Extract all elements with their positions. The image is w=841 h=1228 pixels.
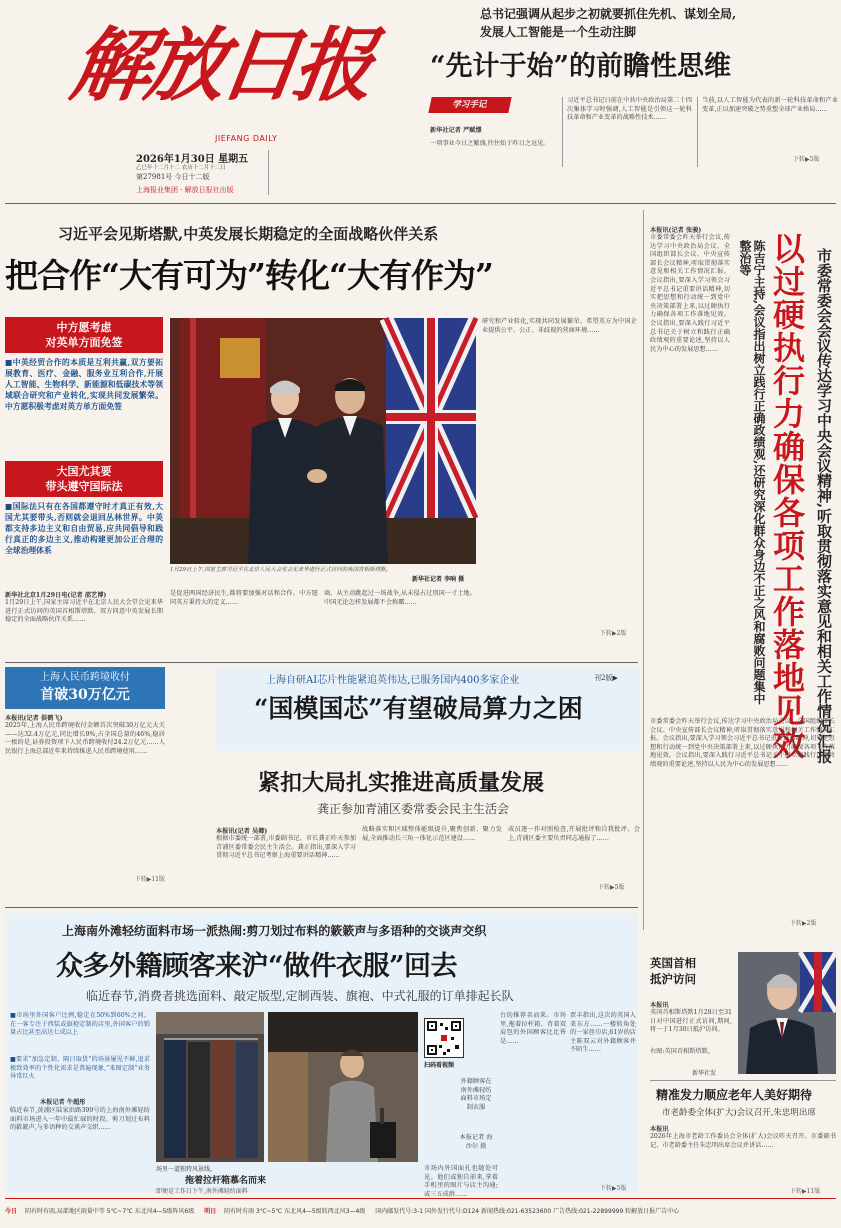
side-box-visa: [5, 317, 163, 457]
fabric-photo-1-caption: 场里一道独特风景线。: [156, 1166, 217, 1173]
elderly-body: 2026年上海市老龄工作委员会全体(扩大)会议昨天召开。市委副书记、市老龄委主任朱忠明出席会议并讲话……: [650, 1133, 836, 1149]
elderly-more-link[interactable]: 下转▶11版: [790, 1188, 821, 1195]
banner-more-link[interactable]: 下转▶5版: [793, 156, 820, 163]
footer-tomorrow-label: 明日: [204, 1208, 217, 1215]
chip-page-ref[interactable]: 刊2版▶: [594, 674, 618, 682]
lead-photo-credit: 新华社记者 李响 摄: [412, 576, 465, 583]
elderly-headline: 精准发力顺应老年人美好期待: [656, 1088, 813, 1102]
footer-today-weather: 阴有时有雨,局部地区雨量中等 5℃~7℃ 东北风4—5级阵风6级: [24, 1208, 195, 1215]
qingpu-body-col3: 成员逐一作对照检查,开展批评和自我批评。会上,青浦区委主要负责同志通报了……: [508, 826, 640, 842]
fabric-byline: 本报记者 牛超彤: [40, 1099, 86, 1106]
masthead-issue: 第27981号 今日十二版: [136, 173, 210, 181]
qingpu-body-col1: 根据市委统一部署,市委副书记、市长龚正昨天参加青浦区委常委会民主生活会。龚正指出,要深入学习贯彻习近平总书记考察上海重要讲话精神……: [216, 835, 356, 860]
side-box-law: [5, 461, 163, 581]
rmb-title: 上海人民币跨境收付 首破30万亿元: [5, 667, 165, 709]
visa-text: ■中英经贸合作的本质是互利共赢,双方要拓展教育、医疗、金融、服务业互利合作,开展人工智能、生物科学、新能源和低碳技术等领域联合研究和产业转化,实现共同发展繁荣。中方愿积极考虑对英方单方面免签: [5, 358, 163, 411]
fabric-more-link[interactable]: 下转▶5版: [600, 1185, 627, 1192]
rmb-more-link[interactable]: 下转▶11版: [134, 876, 165, 883]
banner-kicker: 总书记强调从起步之初就要抓住先机、谋划全局, 发展人工智能是一个生动注脚: [480, 7, 737, 39]
rmb-byline: 本报讯(记者 俱鹤飞): [5, 715, 63, 722]
lead-body-col4: 研究和产业转化,实现共同发展繁荣。希望英方为中国企业提供公平、公正、非歧视的营商环境……: [482, 318, 637, 334]
fabric-col4: 台的推荐名而来。市场里,拖着拉杆箱、背着双肩包的外国顾客比比皆是……: [500, 1012, 566, 1045]
law-text: ■国际法只有在各国都遵守时才真正有效,大国尤其要带头,否则就会退回丛林世界。中英都支持多边主义和自由贸易,应共同倡导和践行真正的多边主义,推动构建更加公正合理的全球治理体系: [5, 502, 163, 555]
rmb-box: [5, 667, 165, 887]
uk-visit-byline: 本报讯: [650, 1002, 669, 1009]
uk-pm-photo: [738, 952, 836, 1074]
fabric-col5: 贾丰指出,这次的英国人来东方……一楼转角处的一家丝巾店,61岁的店主陈双云对外籍顾客并不陌生……: [570, 1012, 636, 1054]
uk-visit-title: 英国首相 抵沪访问: [650, 956, 696, 986]
masthead-lunar: 乙巳年十二月十二 农历十二月十二日: [136, 165, 226, 171]
masthead-group: 上海报业集团 · 解放日报社出版: [136, 186, 234, 194]
right-body-lower: 市委常委会昨天举行会议,传达学习中央政治局会议、全国组织部长会议、中央宣传部长会议精神,听取贯彻落实意见和相关工作情况汇报。会议指出,要深入学习领会习近平总书记重要讲话精神,切实把思想和行动统一到党中央决策部署上来,以过硬执行力确保各项工作落地见效。会议指出,要深入践行习近平总书记关于树立和践行正确政绩观的重要论述,坚持以人民为中心的发展思想……: [650, 718, 835, 768]
qr-label: 扫码看视频: [424, 1062, 455, 1069]
fabric-bullet2: ■要求“加急定制、隔日取货”的场景屡见不鲜,追求极致效率的个性化需求是普遍现象,“来图定制”业务异常红火: [10, 1056, 150, 1081]
chip-kicker: 上海自研AI芯片性能紧追英伟达,已服务国内400多家企业: [266, 675, 520, 686]
lead-body-col2: 是促进两国经济民生,都将要加强对话和合作。中方愿同英方秉持大的定义……: [170, 590, 318, 606]
banner-col2: 习近平总书记日前在中共中央政治局第二十四次集体学习时强调,人工智能是引领这一轮科技革命和产业变革的战略性技术……: [567, 97, 692, 122]
law-title: 大国尤其要 带头遵守国际法: [5, 461, 163, 497]
fabric-photo-2-caption: 拖着拉杆箱慕名而来: [185, 1176, 267, 1186]
lead-more-link[interactable]: 下转▶2版: [600, 630, 627, 637]
banner-col3: 当前,以人工智能为代表的新一轮科技革命和产业变革,正以加速突破之势重塑全球产业格局……: [702, 97, 838, 113]
fabric-kicker: 上海南外滩轻纺面料市场一派热闹:剪刀划过布料的簌簌声与多语种的交谈声交织: [62, 924, 487, 938]
right-byline: 本报讯(记者 张骏): [650, 227, 702, 234]
right-kicker: 市委常委会会议传达学习中央会议精神,听取贯彻落实意见和相关工作情况汇报: [815, 248, 833, 764]
footer-tomorrow-weather: 阴有时有雨 3℃~5℃ 东北风4—5级转西北风3—4级: [224, 1208, 366, 1215]
fabric-photo-1: [156, 1012, 264, 1162]
qingpu-subhead: 龚正参加青浦区委常委会民主生活会: [317, 802, 510, 816]
lead-kicker: 习近平会见斯塔默,中英发展长期稳定的全面战略伙伴关系: [58, 225, 439, 243]
chip-box: [216, 667, 640, 751]
banner-byline: 新华社记者 严赋憬: [430, 127, 482, 134]
banner-column-tag: 学习手记: [428, 97, 511, 113]
right-headline: 以过硬执行力确保各项工作落地见效: [768, 232, 806, 760]
footer-info: 国内邮发代号:3-1 国外发行代号:D124 新闻热线:021-63523600 广告热线:021-22899999 转解放日报广告中心: [375, 1208, 680, 1215]
masthead-date: 2026年1月30日 星期五: [136, 154, 249, 165]
elderly-subhead: 市老龄委全体(扩大)会议召开,朱忠明出席: [662, 1108, 816, 1118]
fabric-col3: 市场内外国面孔也随处可见。他们或独自前来,拿着手机里的图片与店主沟通;或三五成群……: [424, 1165, 498, 1198]
rmb-body: 2025年,上海人民币跨境收付金额首次突破30万亿元大关——达32.4万亿元,同比增长9%,占全国总量的46%,稳居一极的是,证券投资项下人民币跨境收付24.2万亿元……人民银行上海总部近年来持续推进人民币跨境使用……: [5, 722, 165, 755]
right-subhead: 陈吉宁主持,会议指出树立践行正确政绩观,还研究深化群众身边不正之风和腐败问题集中整治等: [738, 240, 766, 705]
qingpu-body-col2: 战略落实和区域整体能级提升,聚焦创新、聚力发展,全面推动长三角一体化示范区建设……: [362, 826, 502, 842]
qr-note: 外籍顾客在南外滩轻纺面料市场定制衣服: [460, 1078, 492, 1111]
footer: [5, 1206, 836, 1220]
fabric-photo-2: [268, 1012, 418, 1162]
lead-headline: 把合作“大有可为”转化“大有作为”: [5, 256, 493, 295]
masthead-pinyin: JIEFANG DAILY: [215, 134, 278, 143]
lead-dateline: 新华社北京1月29日电(记者 邵艺博): [5, 592, 107, 599]
fabric-photo-2-sub: 即便是工作日下午,南外滩轻纺面料: [156, 1188, 248, 1195]
fabric-body: 临近春节,黄浦区陆家浜路399号的上海南外滩轻纺面料市场进入一年中最忙碌的时段。剪刀划过布料的簌簌声,与多语种的交谈声交织……: [10, 1107, 150, 1132]
uk-visit-body: 英国首相斯塔默1月28日至31日对中国进行正式访问,期间,将一于1月30日抵沪访问。: [650, 1009, 732, 1034]
masthead-logo: 解放日报: [65, 18, 375, 112]
qingpu-more-link[interactable]: 下转▶5版: [598, 884, 625, 891]
visa-title: 中方愿考虑 对英单方面免签: [5, 317, 163, 353]
uk-visit-caption: 右图:英国首相斯塔默。: [650, 1048, 714, 1055]
lead-photo: [170, 318, 476, 564]
fabric-bullet1: ■市场里外国客户比例,稳定在50%到60%之间。在一客专注于西装或旗袍定制的店里,外国客户的销量占比甚至高达七成以上: [10, 1012, 150, 1037]
right-body: 市委常委会昨天举行会议,传达学习中央政治局会议、全国组织部长会议、中央宣传部长会议精神,听取贯彻落实意见和相关工作情况汇报。会议指出,要深入学习领会习近平总书记重要讲话精神,切实把思想和行动统一到党中央决策部署上来,以过硬执行力确保各项工作落地见效。会议指出,要深入践行习近平总书记关于树立和践行正确政绩观的重要论述,坚持以人民为中心的发展思想……: [650, 234, 730, 353]
lead-body-col3: 商、从主动跳起过一场战争,从未侵占过别国一寸土地。中国无论怎样发展都不会称霸……: [324, 590, 476, 606]
lead-body-col1: 1月29日上午,国家主席习近平在北京人民大会堂会见来华进行正式访问的英国首相斯塔默。双方同意中英发展长期稳定的全面战略伙伴关系……: [5, 599, 163, 624]
elderly-byline: 本报讯: [650, 1126, 669, 1133]
qingpu-headline: 紧扣大局扎实推进高质量发展: [258, 770, 545, 796]
right-more-link[interactable]: 下转▶2版: [790, 920, 817, 927]
chip-headline: “国模国芯”有望破局算力之困: [254, 694, 583, 723]
qr-credit: 本报记者 海沙尔 摄: [459, 1134, 493, 1150]
lead-photo-caption: 1月29日上午,国家主席习近平在北京人民大会堂会见来华进行正式访问的英国首相斯塔默。: [170, 567, 392, 573]
fabric-subhead: 临近春节,消费者挑选面料、敲定版型,定制西装、旗袍、中式礼服的订单排起长队: [86, 989, 514, 1003]
fabric-headline: 众多外籍顾客来沪“做件衣服”回去: [56, 951, 458, 982]
banner-col1: 一项事业今日之繁盛,往往始于昨日之远见。: [430, 140, 550, 147]
video-qr-code[interactable]: [424, 1018, 464, 1058]
qingpu-byline: 本报讯(记者 吴卿): [216, 828, 268, 835]
footer-today-label: 今日: [5, 1208, 18, 1215]
uk-visit-credit: 新华社发: [692, 1070, 717, 1077]
banner-headline: “先计于始”的前瞻性思维: [430, 51, 732, 82]
